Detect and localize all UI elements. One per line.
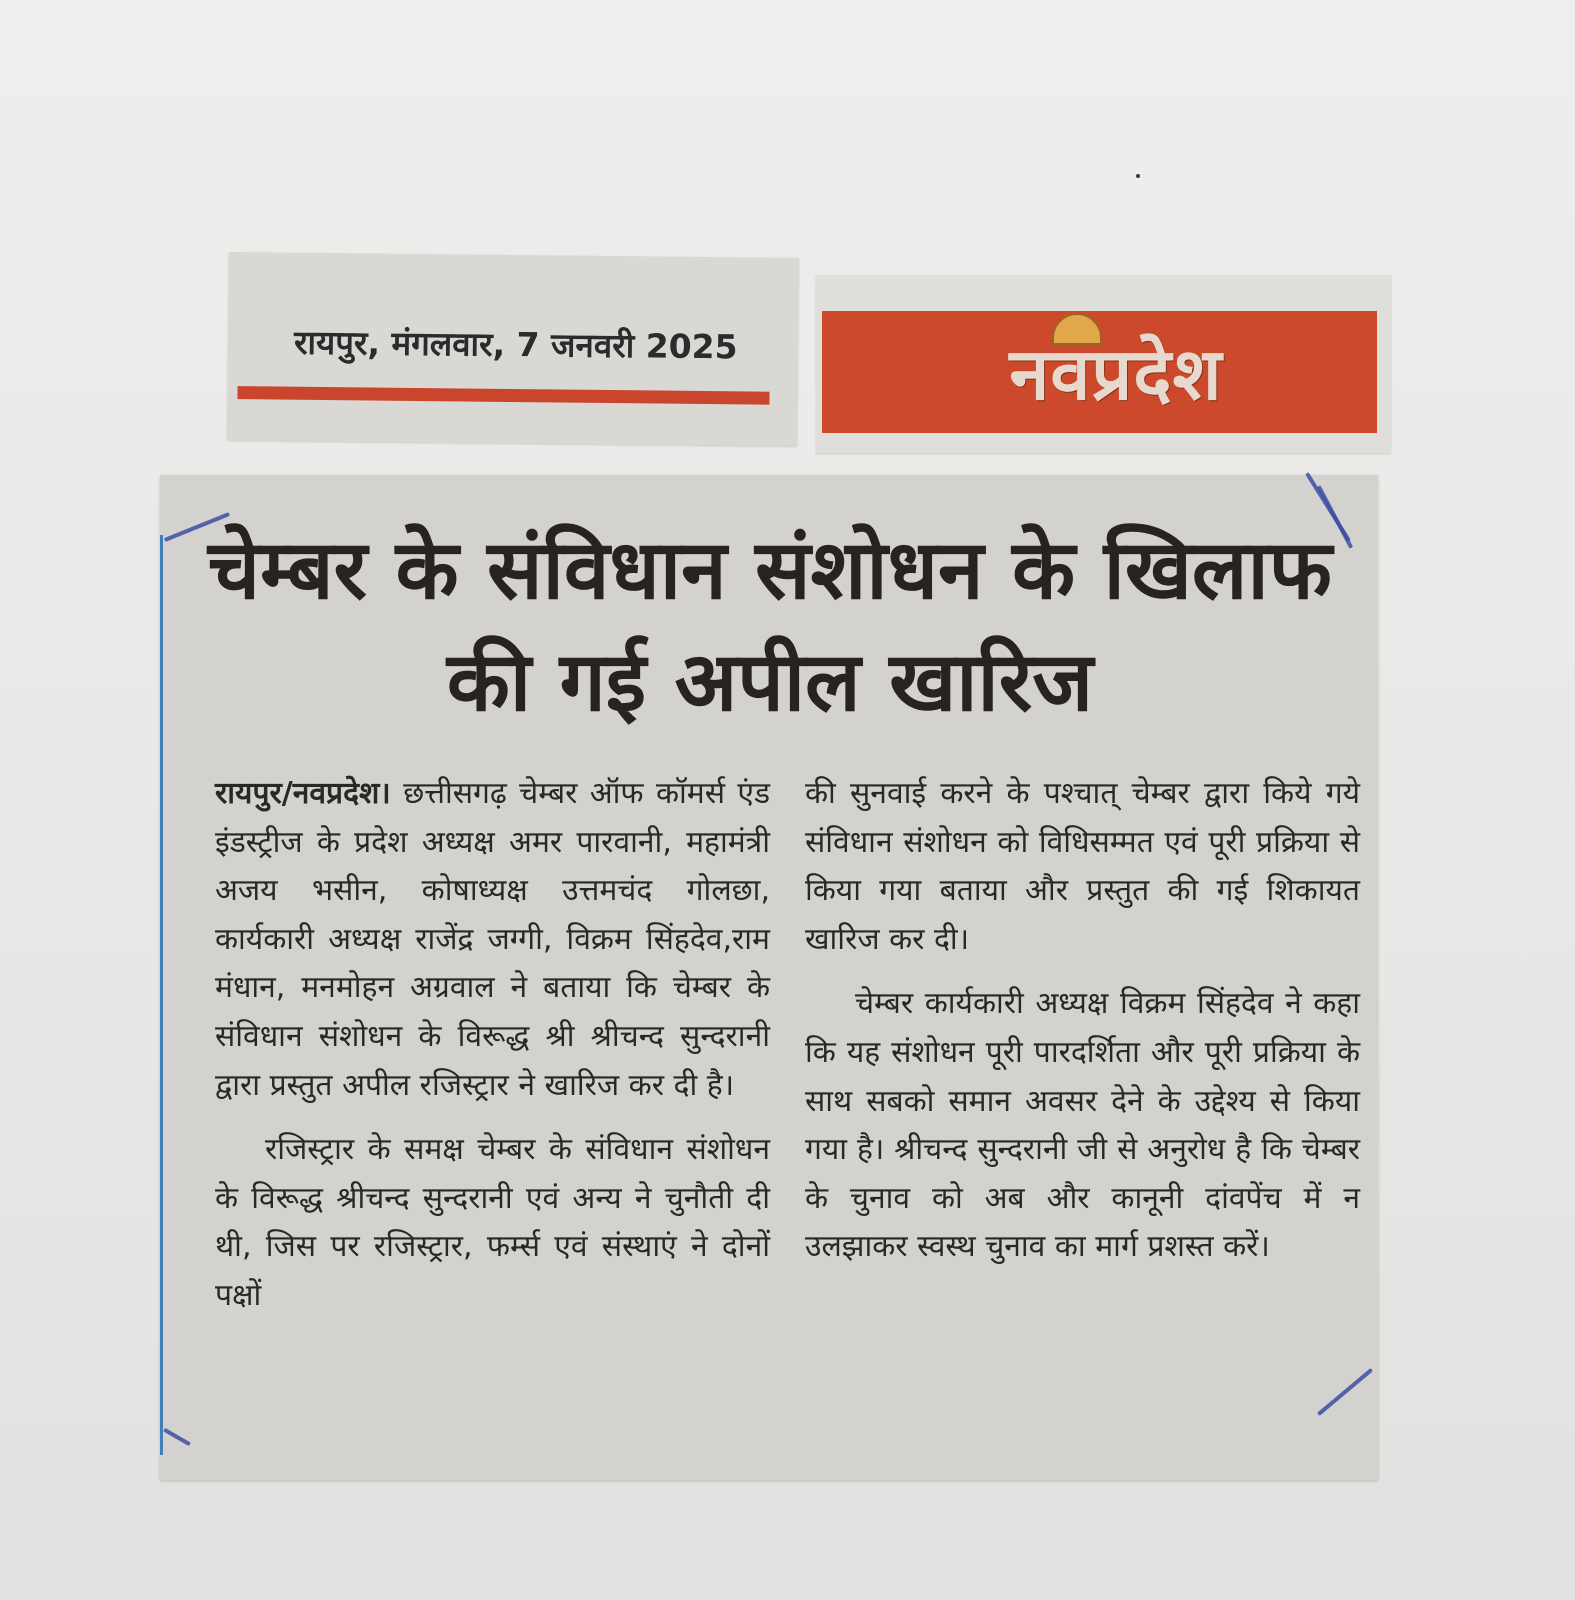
- dateline: रायपुर/नवप्रदेश।: [215, 776, 391, 811]
- article-headline: चेम्बर के संविधान संशोधन के खिलाफ की गई अपील खारिज: [208, 523, 1332, 730]
- article-column-left: [215, 770, 770, 1321]
- article-column-right: [805, 770, 1360, 1272]
- pen-mark: [1317, 1368, 1373, 1416]
- publication-date: रायपुर, मंगलवार, 7 जनवरी 2025: [293, 322, 738, 367]
- newspaper-masthead: नवप्रदेश: [1009, 331, 1223, 416]
- date-strip-clipping: [227, 252, 799, 446]
- dust-speck: [1136, 174, 1140, 178]
- paragraph-1: [215, 770, 770, 1110]
- article-clipping: [160, 475, 1378, 1480]
- paragraph-4: चेम्बर कार्यकारी अध्यक्ष विक्रम सिंहदेव ने कहा कि यह संशोधन पूरी पारदर्शिता और पूरी प्रक्रिया के साथ सबको समान अवसर देने के उद्देश्य से किया गया है। श्रीचन्द सुन्दरानी जी से अनुरोध है कि चेम्बर के चुनाव को अब और कानूनी दांवपेंच में न उलझाकर स्वस्थ चुनाव का मार्ग प्रशस्त करें।: [805, 986, 1360, 1265]
- red-rule-divider: [237, 386, 769, 405]
- paragraph-1-text: छत्तीसगढ़ चेम्बर ऑफ कॉमर्स एंड इंडस्ट्रीज के प्रदेश अध्यक्ष अमर पारवानी, महामंत्री अजय भसीन, कोषाध्यक्ष उत्तमचंद गोलछा, कार्यकारी अध्यक्ष राजेंद्र जग्गी, विक्रम सिंहदेव,राम मंधान, मनमोहन अग्रवाल ने बताया कि चेम्बर के संविधान संशोधन के विरूद्ध श्री श्रीचन्द सुन्दरानी द्वारा प्रस्तुत अपील रजिस्ट्रार ने खारिज कर दी है।: [215, 776, 770, 1103]
- paragraph-2: रजिस्ट्रार के समक्ष चेम्बर के संविधान संशोधन के विरूद्ध श्रीचन्द सुन्दरानी एवं अन्य ने चुनौती दी थी, जिस पर रजिस्ट्रार, फर्म्स एवं संस्थाएं ने दोनों पक्षों: [215, 1132, 770, 1313]
- masthead-clipping: [816, 275, 1391, 453]
- pen-margin-line: [160, 535, 163, 1455]
- paragraph-3: की सुनवाई करने के पश्चात् चेम्बर द्वारा किये गये संविधान संशोधन को विधिसम्मत एवं पूरी प्रक्रिया से किया गया बताया और प्रस्तुत की गई शिकायत खारिज कर दी।: [805, 776, 1360, 957]
- pen-mark: [163, 1428, 191, 1446]
